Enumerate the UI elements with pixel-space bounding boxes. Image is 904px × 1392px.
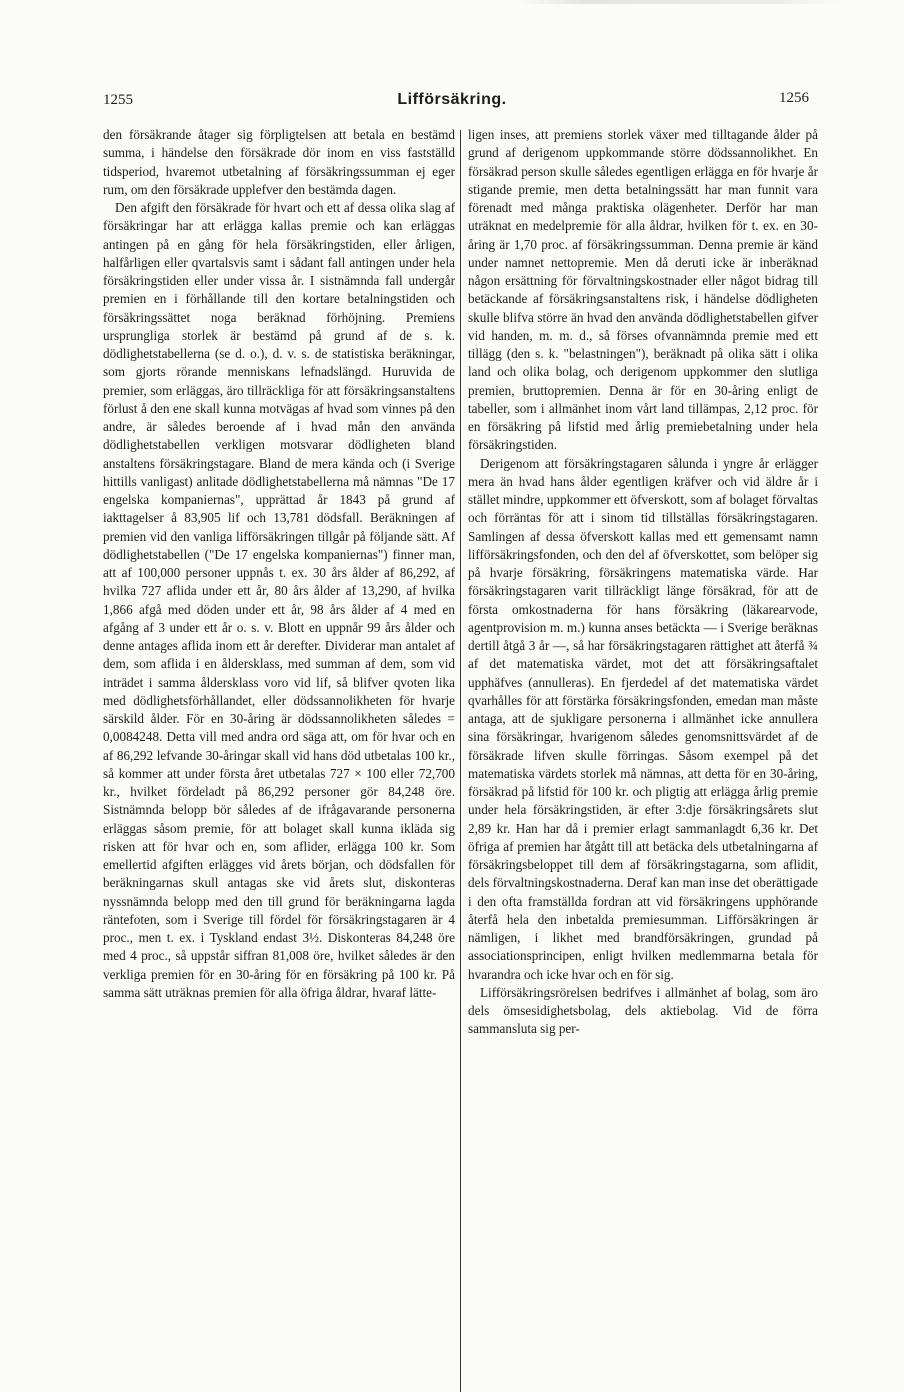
paragraph: Lifförsäkringsrörelsen bedrifves i allmänhet af bolag, som äro dels ömsesidighetsbolag, dels aktiebolag. Vid de förra sammansluta sig per- xyxy=(468,984,818,1037)
left-page-number: 1255 xyxy=(103,92,133,108)
column-divider xyxy=(460,130,461,1392)
page-title: Lifförsäkring. xyxy=(397,91,507,108)
paragraph: Derigenom att försäkringstagaren sålunda i yngre år erlägger mera än hvad hans ålder egentligen kräfver och vid äldre år i stället mindre, uppkommer ett öfverskott, som af bolaget förvaltas och förräntas för att i sinom tid tillställas försäkringstagaren. Samlingen af dessa öfverskott kallas med ett gemensamt namn lifförsäkringsfonden, och den del af öfverskottet, som belöper sig på hvarje försäkring, försäkringens matematiska värde. Har försäkringstagaren varit tillräckligt länge försäkrad, för att de första omkostnaderna för hans försäkring (läkarearvode, agentprovision m. m.) kunna anses betäckta — i Sverige beräknas dertill åtgå 3 år —, så har försäkringstagaren rättighet att återfå ¾ af det matematiska värdet, mot det att försäkringsaftalet upphäfves (annulleras). En fjerdedel af det matematiska värdet qvarhålles för att förstärka försäkringsfonden, emedan man måste antaga, att de sjukligare personerna i allmänhet icke annullera sina försäkringar, hvarigenom således genomsnittsvärdet af de försäkrade lifven skulle förringas. Såsom exempel på det matematiska värdets storlek må nämnas, att detta för en 30-åring, försäkrad på lifstid för 100 kr. och pligtig att erlägga årlig premie under hela försäkringstiden, är efter 3:dje försäkringsårets slut 2,89 kr. Han har då i premier erlagt sammanlagdt 6,36 kr. Det öfriga af premien har åtgått till att betäcka dels utbetalningarna af försäkringsbeloppet till dem af försäkringstagarna, som aflidit, dels förvaltningskostnaderna. Deraf kan man inse det oberättigade i den ofta framställda fordran att vid försäkringens upphörande återfå hela den inbetalda premiesumman. Lifförsäkringen är nämligen, i likhet med brandförsäkringen, grundad på associationsprincipen, enligt hvilken medlemmarna betala för hvarandra och icke hvar och en för sig. xyxy=(468,455,818,982)
paragraph: Den afgift den försäkrade för hvart och ett af dessa olika slag af försäkringar har att erlägga kallas premie och kan erläggas antingen på en gång för hela försäkringstiden, eller årligen, halfårligen eller qvartalsvis samt i sådant fall antingen under hela försäkringstiden eller under vissa år. I sistnämnda fall undergår premien en i förhållande till den kortare betalningstiden och försäkringssättet noga beräknad förhöjning. Premiens ursprungliga storlek är bestämd på grund af de s. k. dödlighetstabellerna (se d. o.), d. v. s. de statistiska beräkningar, som gjorts rörande menniskans lefnadslängd. Huruvida de premier, som erläggas, äro tillräckliga för att försäkringsanstaltens förlust å den ene skall kunna motvägas af hvad som vinnes på den andre, är således beroende af i hvad mån den använda dödlighetstabellen verkligen motsvarar dödligheten bland anstaltens försäkringstagare. Bland de mera kända och (i Sverige hittills vanligast) anlitade dödlighetstabellerna må nämnas "De 17 engelska kompaniernas", upprättad år 1843 på grund af iakttagelser å 83,905 lif och 13,781 dödsfall. Beräkningen af premien vid den vanliga lifförsäkringen tillgår på följande sätt. Af dödlighetstabellen ("De 17 engelska kompaniernas") finner man, att af 100,000 personer uppnås t. ex. 30 års ålder af 86,292, af hvilka 727 aflida under ett år, 80 års ålder af 13,290, af hvilka 1,866 afgå med döden under ett år, 98 års ålder af 4 med en afgång af 3 under ett år o. s. v. Blott en uppnår 99 års ålder och denne antages aflida inom ett år derefter. Dividerar man antalet af dem, som aflida i en åldersklass, med summan af dem, som vid inträdet i samma åldersklass voro vid lif, så blifver qvoten lika med dödlighetsförhållandet, eller dödssannolikheten för hvarje särskild ålder. För en 30-åring är dödssannolikheten således = 0,0084248. Detta vill med andra ord säga att, om för hvar och en af 86,292 lefvande 30-åringar skall vid hans död utbetalas 100 kr., så kommer att under första året utbetalas 727 × 100 eller 72,700 kr., hvilket fördeladt på 86,292 personer gör 84,248 öre. Sistnämnda belopp bör således af de ifrågavarande personerna erläggas såsom premie, för att bolaget skall kunna ikläda sig risken att för hvar och en, som aflider, erlägga 100 kr. Som emellertid afgiften erlägges vid årets början, och dödsfallen för beräkningarnas skull antagas ske vid årets slut, diskonteras nyssnämnda belopp med den till grund för beräkningarna lagda räntefoten, som i Sverige till fördel för försäkringstagaren är 4 proc., men t. ex. i Tyskland endast 3½. Diskonteras 84,248 öre med 4 proc., så uppstår siffran 81,008 öre, hvilket således är den verkliga premien för en 30-åring för en försäkring på 100 kr. På samma sätt uträknas premien för alla öfriga åldrar, hvaraf lätte- xyxy=(103,200,455,1000)
right-column xyxy=(468,126,818,1039)
paragraph: den försäkrande åtager sig förpligtelsen att betala en bestämd summa, i händelse den försäkrade dör inom en viss fastställd tidsperiod, hvaremot utbetalning af försäkringssumman ej eger rum, om den försäkrade upplefver den bestämda dagen. xyxy=(103,127,455,197)
left-column xyxy=(103,126,455,1002)
scan-artifact xyxy=(520,0,840,4)
paragraph: ligen inses, att premiens storlek växer med tilltagande ålder på grund af derigenom uppkommande större dödssannolikhet. En försäkrad person skulle således egentligen erlägga en för hvarje år stigande premie, men detta betalningssätt har man funnit vara förenadt med många praktiska olägenheter. Derför har man uträknat en medelpremie för alla åldrar, hvilken för t. ex. en 30-åring är 1,70 proc. af försäkringssumman. Denna premie är känd under namnet nettopremie. Men då deruti icke är inberäknad någon ersättning för förvaltningskostnader eller något bidrag till betäckande af försäkringsanstaltens risk, i händelse dödligheten skulle blifva större än hvad den använda dödlighetstabellen gifver vid handen, m. m. d., så förses ofvannämnda premie med ett tillägg (den s. k. "belastningen"), beräknadt på olika sätt i olika land och olika bolag, och derigenom uppkommer den slutliga premien, bruttopremien. Denna är för en 30-åring enligt de tabeller, som i allmänhet inom vårt land tillämpas, 2,12 proc. för en försäkring på lifstid med årlig premiebetalning under hela försäkringstiden. xyxy=(468,127,818,453)
right-page-number: 1256 xyxy=(779,90,809,106)
